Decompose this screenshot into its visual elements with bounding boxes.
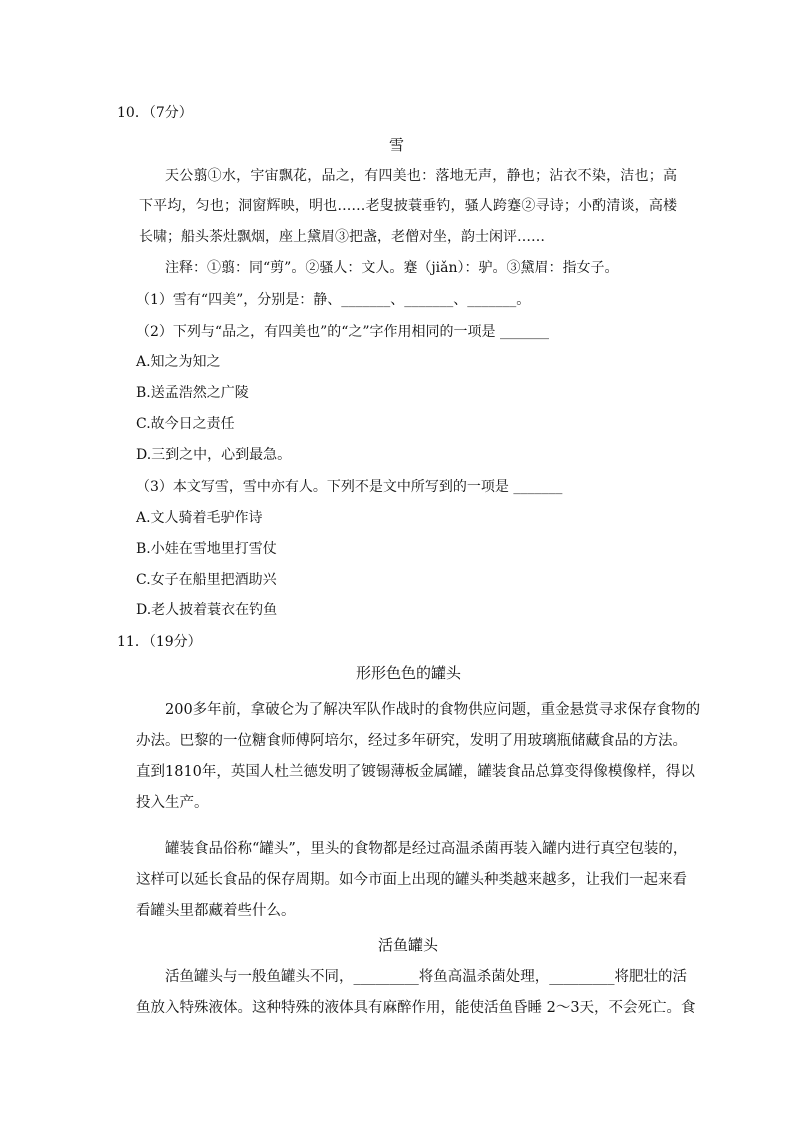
section-subtitle: 活鱼罐头 xyxy=(378,936,439,954)
passage-title-snow: 雪 xyxy=(389,136,405,154)
paragraph-line: 投入生产。 xyxy=(136,795,209,811)
annotation-note: 注释：①翦：同“剪”。②骚人：文人。蹇（jiǎn）：驴。③黛眉：指女子。 xyxy=(165,260,619,276)
paragraph-line: 200多年前，拿破仑为了解决军队作战时的食物供应问题，重金悬赏寻求保存食物的 xyxy=(165,702,701,718)
option-d: D.三到之中，心到最急。 xyxy=(136,447,292,463)
paragraph-2 xyxy=(136,834,688,927)
paragraph-line: 这样可以延长食品的保存周期。如今市面上出现的罐头种类越来越多，让我们一起来看 xyxy=(136,872,687,888)
option-d: D.老人披着蓑衣在钓鱼 xyxy=(136,602,278,618)
paragraph-line: 罐装食品俗称“罐头”，里头的食物都是经过高温杀菌再装入罐内进行真空包装的， xyxy=(165,841,688,857)
paragraph-line: 鱼放入特殊液体。这种特殊的液体具有麻醉作用，能使活鱼昏睡 2～3天，不会死亡。食 xyxy=(136,1000,696,1016)
paragraph-line: 办法。巴黎的一位糖食师傅阿培尔，经过多年研究，发明了用玻璃瓶储藏食品的方法。 xyxy=(136,733,687,749)
option-a: A.知之为知之 xyxy=(136,354,221,370)
option-c: C.故今日之责任 xyxy=(136,416,235,432)
passage-line-2: 下平均，匀也；洞窗辉映，明也……老叟披蓑垂钓，骚人跨蹇②寻诗；小酌清谈，高楼 xyxy=(139,198,677,214)
sub-question-1: （1）雪有“四美”，分别是：静、_______、_______、_______。 xyxy=(136,292,531,308)
option-b: B.小娃在雪地里打雪仗 xyxy=(136,541,277,557)
question-11-header: 11．（19分） xyxy=(117,634,202,650)
paragraph-3 xyxy=(136,962,696,1024)
passage-title-cans: 形形色色的罐头 xyxy=(356,664,462,682)
paragraph-line: 活鱼罐头与一般鱼罐头不同，_________将鱼高温杀菌处理，_________将肥壮的活 xyxy=(165,969,687,985)
passage-line-3: 长啸；船头茶灶飘烟，座上黛眉③把盏，老僧对坐，韵士闲评…… xyxy=(139,229,545,245)
option-a: A.文人骑着毛驴作诗 xyxy=(136,510,263,526)
option-b: B.送孟浩然之广陵 xyxy=(136,385,249,401)
option-c: C.女子在船里把酒助兴 xyxy=(136,572,277,588)
passage-line-1: 天公翦①水，宇宙飘花，品之，有四美也：落地无声，静也；沾衣不染，洁也；高 xyxy=(165,168,677,184)
sub-question-2: （2）下列与“品之，有四美也”的“之”字作用相同的一项是 _______ xyxy=(136,324,549,340)
sub-question-3: （3）本文写雪，雪中亦有人。下列不是文中所写到的一项是 _______ xyxy=(136,479,563,495)
paragraph-line: 直到1810年，英国人杜兰德发明了镀锡薄板金属罐，罐装食品总算变得像模像样，得以 xyxy=(136,764,695,780)
paragraph-1 xyxy=(136,695,701,819)
paragraph-line: 看罐头里都藏着些什么。 xyxy=(136,903,296,919)
question-10-header: 10．（7分） xyxy=(117,105,193,121)
